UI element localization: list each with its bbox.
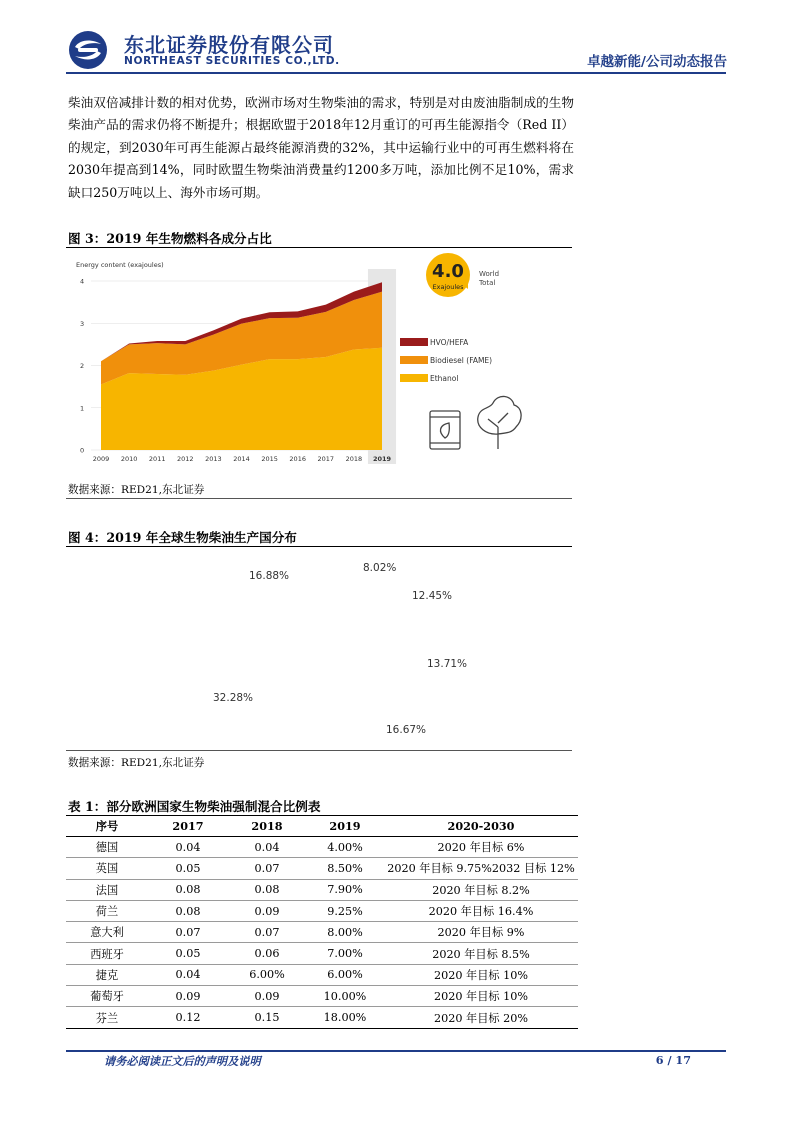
y-tick-label: 4	[80, 277, 85, 286]
value-cell: 0.12	[148, 1007, 228, 1028]
x-tick-label: 2018	[345, 455, 363, 463]
value-cell: 0.08	[148, 900, 228, 921]
value-cell: 2020 年目标 10%	[384, 964, 578, 985]
chart-legend	[400, 338, 492, 383]
intro-paragraph: 柴油双倍减排计数的相对优势，欧洲市场对生物柴油的需求，特别是对由废油脂制成的生物柴油产品的需求仍将不断提升；根据欧盟于2018年12月重订的可再生能源指令（Red II）的规定，到2030年可再生能源占最终能源消费的32%，其中运输行业中的可再生燃料将在2030年提高到14%，同时欧盟生物柴油消费量约1200多万吨，添加比例不足10%，需求缺口250万吨以上、海外市场可期。	[68, 95, 574, 200]
value-cell: 2020 年目标 9%	[384, 922, 578, 943]
y-tick-label: 1	[80, 404, 85, 413]
figure4-bottom-rule	[66, 750, 572, 751]
table-row	[66, 1007, 578, 1028]
value-cell: 2020 年目标 16.4%	[384, 900, 578, 921]
fuel-can-icon	[430, 411, 460, 449]
legend-label-biodiesel: Biodiesel (FAME)	[430, 356, 493, 365]
company-name-cn: 东北证券股份有限公司	[124, 33, 334, 57]
value-cell: 0.09	[228, 986, 306, 1007]
footer-disclaimer: 请务必阅读正文后的声明及说明	[104, 1055, 261, 1068]
value-cell: 0.04	[148, 964, 228, 985]
country-cell: 捷克	[66, 964, 148, 985]
value-cell: 2020 年目标 10%	[384, 986, 578, 1007]
country-cell: 英国	[66, 858, 148, 879]
value-cell: 2020 年目标 20%	[384, 1007, 578, 1028]
value-cell: 8.50%	[306, 858, 384, 879]
header-2020-2030: 2020-2030	[384, 816, 578, 837]
value-cell: 0.06	[228, 943, 306, 964]
header-2018: 2018	[228, 816, 306, 837]
table-row	[66, 943, 578, 964]
country-cell: 德国	[66, 837, 148, 858]
legend-label-hvo: HVO/HEFA	[430, 338, 469, 347]
figure3-title: 图 3：2019 年生物燃料各成分占比	[68, 231, 272, 246]
header-divider	[66, 72, 726, 74]
pie-label-4: 13.71%	[427, 658, 468, 670]
value-cell: 0.09	[228, 900, 306, 921]
x-tick-label: 2012	[177, 455, 194, 463]
table-row	[66, 858, 578, 879]
table-row	[66, 837, 578, 858]
table-row	[66, 986, 578, 1007]
value-cell: 18.00%	[306, 1007, 384, 1028]
value-cell: 0.08	[148, 879, 228, 900]
value-cell: 0.09	[148, 986, 228, 1007]
x-tick-label: 2015	[261, 455, 278, 463]
value-cell: 0.07	[228, 922, 306, 943]
table-row	[66, 922, 578, 943]
tree-icon	[478, 396, 521, 449]
x-tick-label: 2013	[205, 455, 222, 463]
header-2019: 2019	[306, 816, 384, 837]
report-type: 卓越新能/公司动态报告	[587, 54, 727, 70]
x-tick-label: 2017	[317, 455, 335, 463]
biofuel-area-chart	[66, 251, 572, 471]
figure4-title-rule	[66, 546, 572, 547]
y-tick-label: 2	[80, 362, 85, 370]
country-cell: 葡萄牙	[66, 986, 148, 1007]
value-cell: 0.05	[148, 858, 228, 879]
value-cell: 0.15	[228, 1007, 306, 1028]
world-total-callout	[426, 253, 499, 297]
x-tick-label: 2009	[92, 455, 110, 463]
value-cell: 10.00%	[306, 986, 384, 1007]
y-tick-label: 0	[80, 446, 85, 455]
value-cell: 2020 年目标 8.2%	[384, 879, 578, 900]
value-cell: 0.04	[228, 837, 306, 858]
country-cell: 芬兰	[66, 1007, 148, 1028]
pie-label-1: 16.88%	[249, 570, 290, 582]
header-2017: 2017	[148, 816, 228, 837]
x-tick-label: 2010	[120, 455, 138, 463]
value-cell: 9.25%	[306, 900, 384, 921]
blend-ratio-table	[66, 815, 578, 1029]
value-cell: 7.90%	[306, 879, 384, 900]
callout-label-2: Total	[479, 279, 496, 287]
value-cell: 8.00%	[306, 922, 384, 943]
value-cell: 2020 年目标 6%	[384, 837, 578, 858]
table-row	[66, 879, 578, 900]
value-cell: 0.05	[148, 943, 228, 964]
page-number: 6 / 17	[655, 1053, 691, 1067]
pie-label-2: 8.02%	[363, 562, 397, 574]
pie-label-6: 16.67%	[386, 724, 427, 736]
callout-value: 4.0	[432, 261, 464, 282]
table-row	[66, 964, 578, 985]
value-cell: 2020 年目标 9.75%2032 目标 12%	[384, 858, 578, 879]
value-cell: 0.07	[148, 922, 228, 943]
figure4-title: 图 4：2019 年全球生物柴油生产国分布	[68, 530, 297, 545]
figure4-source: 数据来源：RED21,东北证券	[68, 757, 205, 769]
value-cell: 6.00%	[228, 964, 306, 985]
callout-unit: Exajoules	[432, 283, 464, 291]
country-cell: 意大利	[66, 922, 148, 943]
footer-divider	[66, 1050, 726, 1052]
value-cell: 0.08	[228, 879, 306, 900]
country-cell: 西班牙	[66, 943, 148, 964]
company-logo	[68, 30, 108, 70]
pie-label-3: 12.45%	[412, 590, 453, 602]
value-cell: 0.04	[148, 837, 228, 858]
value-cell: 4.00%	[306, 837, 384, 858]
figure3-source-rule	[66, 498, 572, 499]
value-cell: 7.00%	[306, 943, 384, 964]
pie-label-5: 32.28%	[213, 692, 254, 704]
value-cell: 0.07	[228, 858, 306, 879]
legend-label-ethanol: Ethanol	[430, 374, 459, 383]
table1-title: 表 1：部分欧洲国家生物柴油强制混合比例表	[68, 799, 321, 814]
callout-label-1: World	[479, 270, 500, 278]
x-tick-label: 2019	[372, 455, 392, 463]
y-tick-label: 3	[80, 319, 85, 328]
y-axis-label: Energy content (exajoules)	[76, 261, 164, 269]
x-tick-label: 2014	[233, 455, 250, 463]
legend-swatch-biodiesel	[400, 356, 428, 364]
value-cell: 6.00%	[306, 964, 384, 985]
company-name-en: NORTHEAST SECURITIES CO.,LTD.	[124, 55, 340, 67]
legend-swatch-ethanol	[400, 374, 428, 382]
country-cell: 荷兰	[66, 900, 148, 921]
x-tick-label: 2011	[148, 455, 166, 463]
country-cell: 法国	[66, 879, 148, 900]
figure3-source: 数据来源：RED21,东北证券	[68, 484, 205, 496]
legend-swatch-hvo	[400, 338, 428, 346]
value-cell: 2020 年目标 8.5%	[384, 943, 578, 964]
table-row	[66, 900, 578, 921]
figure3-title-rule	[66, 247, 572, 248]
header-country: 序号	[66, 816, 148, 837]
x-tick-label: 2016	[289, 455, 306, 463]
